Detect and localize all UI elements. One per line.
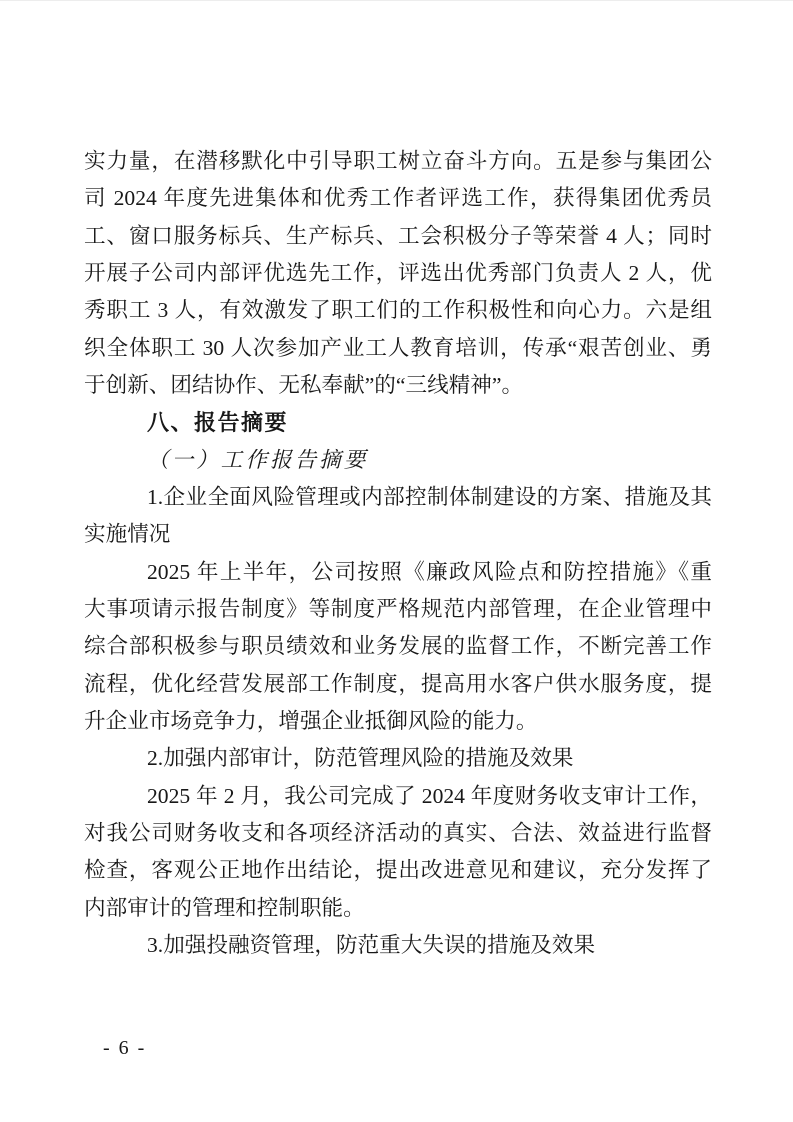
text-line: 流程，优化经营发展部工作制度，提高用水客户供水服务度，提	[84, 671, 712, 696]
text-line: 内部审计的管理和控制职能。	[84, 895, 365, 920]
section-heading: 八、报告摘要	[147, 410, 289, 436]
text-line: 对我公司财务收支和各项经济活动的真实、合法、效益进行监督	[84, 820, 712, 845]
text-line: 实力量，在潜移默化中引导职工树立奋斗方向。五是参与集团公	[84, 149, 712, 173]
text-line: 3.加强投融资管理，防范重大失误的措施及效果	[147, 932, 596, 957]
text-line: 司 2024 年度先进集体和优秀工作者评选工作，获得集团优秀员	[84, 186, 712, 211]
document-content	[84, 143, 712, 964]
text-line: 2025 年 2 月，我公司完成了 2024 年度财务收支审计工作，	[147, 783, 712, 808]
text-line: 2025 年上半年，公司按照《廉政风险点和防控措施》《重	[147, 559, 712, 584]
text-line: 大事项请示报告制度》等制度严格规范内部管理，在企业管理中	[84, 596, 712, 621]
text-line: 于创新、团结协作、无私奉献”的“三线精神”。	[84, 372, 524, 397]
page-number: - 6 -	[103, 1037, 147, 1059]
text-line: 综合部积极参与职员绩效和业务发展的监督工作，不断完善工作	[84, 634, 712, 659]
text-line: 织全体职工 30 人次参加产业工人教育培训，传承“艰苦创业、勇	[84, 335, 712, 360]
text-line: 实施情况	[84, 522, 171, 547]
text-line: 升企业市场竞争力，增强企业抵御风险的能力。	[84, 708, 538, 733]
text-line: 1.企业全面风险管理或内部控制体制建设的方案、措施及其	[147, 484, 712, 509]
text-line: 检查，客观公正地作出结论，提出改进意见和建议，充分发挥了	[84, 858, 712, 883]
text-line: 2.加强内部审计，防范管理风险的措施及效果	[147, 746, 574, 771]
text-line: 工、窗口服务标兵、生产标兵、工会积极分子等荣誉 4 人；同时	[84, 223, 712, 248]
text-line: 开展子公司内部评优选先工作，评选出优秀部门负责人 2 人，优	[84, 260, 712, 285]
subsection-heading: （一）工作报告摘要	[147, 447, 369, 472]
text-line: 秀职工 3 人，有效激发了职工们的工作积极性和向心力。六是组	[84, 298, 712, 323]
